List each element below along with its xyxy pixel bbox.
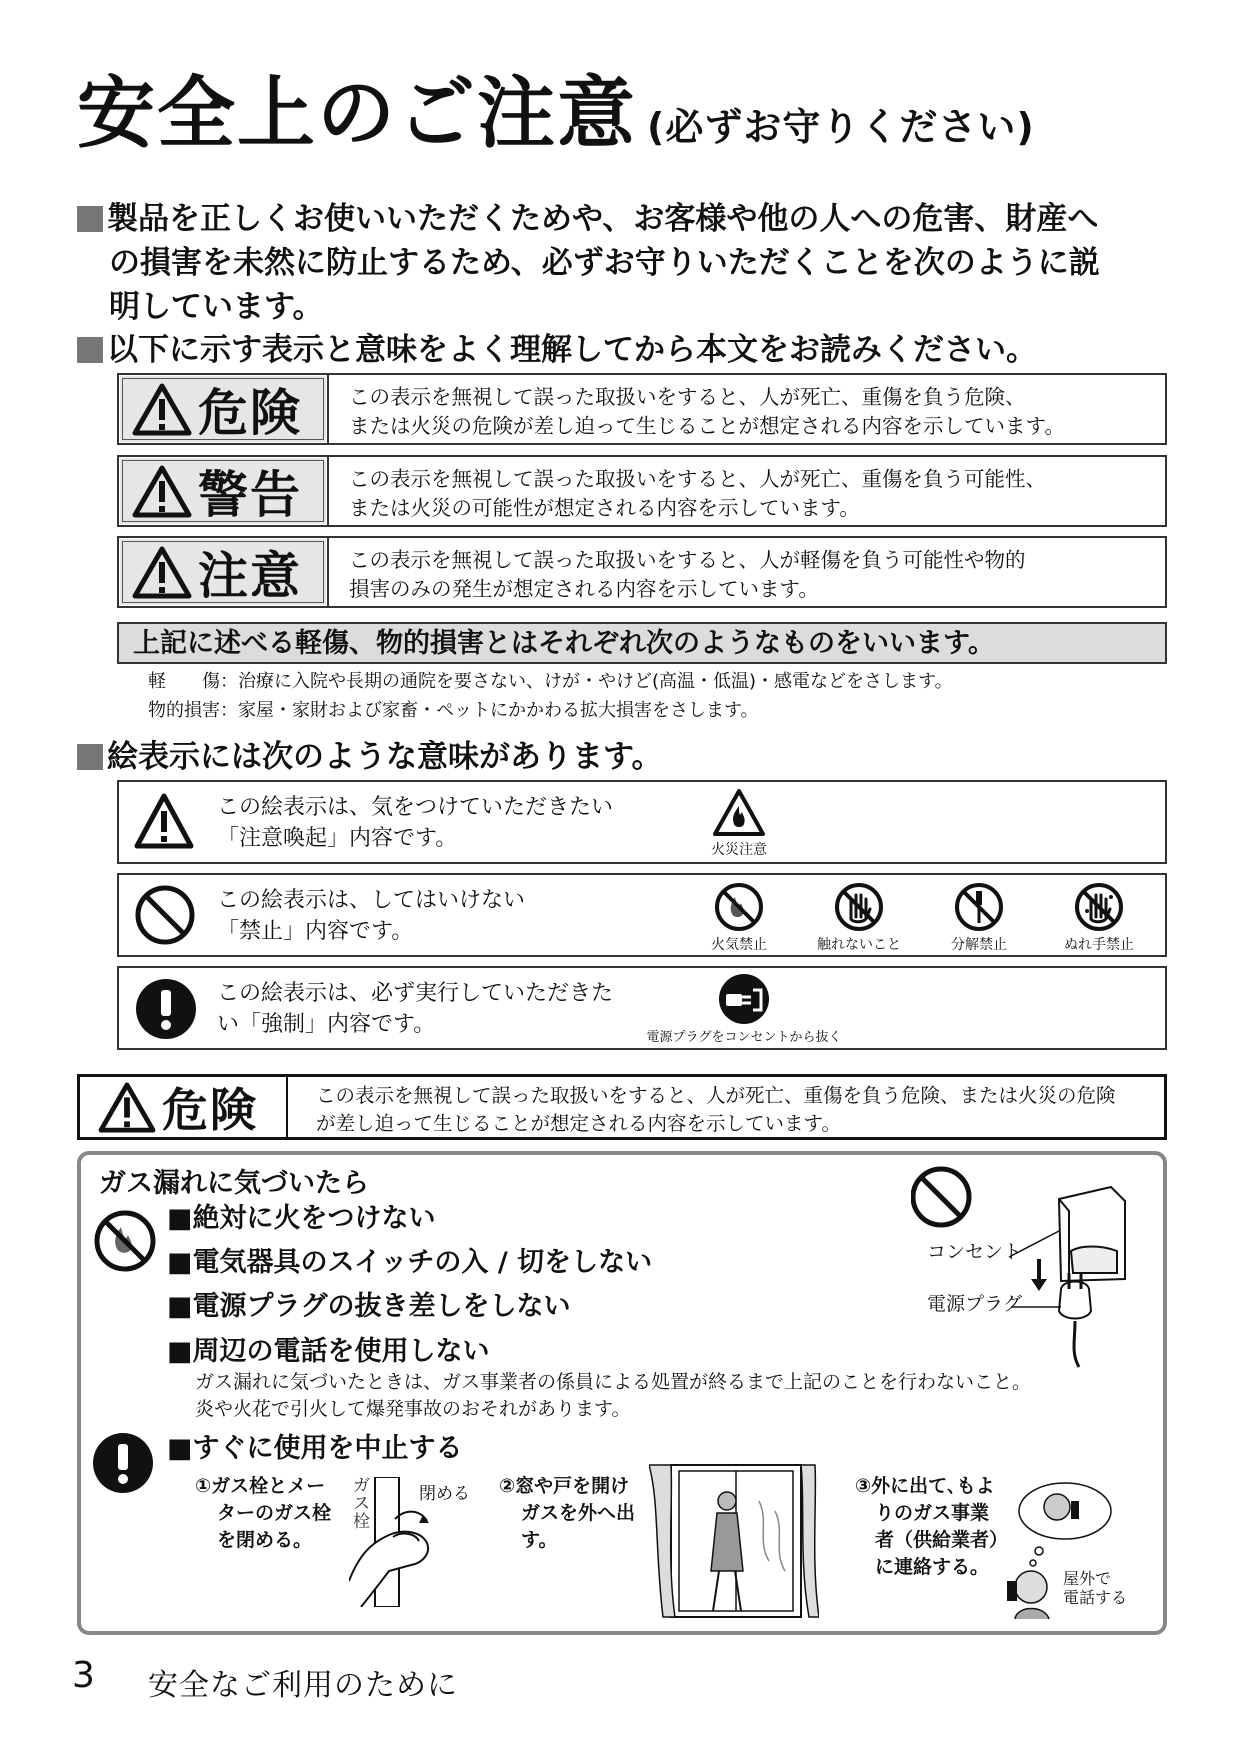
pictogram-prohibit-text: この絵表示は、してはいけない 「禁止」内容です。 (217, 888, 526, 944)
square-bullet-icon (77, 206, 103, 232)
signal-danger-text: この表示を無視して誤った取扱いをすると、人が死亡、重傷を負う危険、 または火災の危険が差し迫って生じることが想定される内容を示しています。 (327, 375, 1165, 443)
gas-action-4: ■周辺の電話を使用しない (167, 1336, 490, 1367)
definition-minor-injury: 軽 傷：治療に入院や長期の通院を要さない、けが・やけど(高温・低温)・感電などをさします。 (148, 671, 953, 692)
definitions-list (148, 667, 953, 725)
intro-line-3: 明しています。 (109, 289, 324, 325)
intro-line-1: 製品を正しくお使いいただくためや、お客様や他の人への危害、財産へ (107, 201, 1099, 237)
definition-property-damage: 物的損害：家屋・家財および家畜・ペットにかかわる拡大損害をさします。 (148, 700, 759, 721)
signal-warning-label: 警告 (119, 457, 327, 525)
gas-action-2: ■電気器具のスイッチの入 / 切をしない (167, 1247, 653, 1278)
outlet-label: コンセント (927, 1241, 1023, 1263)
no-fire-icon (93, 1209, 157, 1273)
danger-notice (77, 1074, 1167, 1140)
step-1-text: ①ガス栓とメー ターのガス栓 を閉める。 (195, 1475, 332, 1551)
intro-line-2: の損害を未然に防止するため、必ずお守りいただくことを次のように説 (109, 245, 1100, 281)
pictogram-caution-row (117, 780, 1167, 864)
outside-call-label: 屋外で 電話する (1063, 1569, 1128, 1607)
warning-triangle-icon (132, 382, 192, 436)
pictogram-mandatory-text: この絵表示は、必ず実行していただきた い「強制」内容です。 (217, 981, 614, 1037)
danger-notice-text: この表示を無視して誤った取扱いをすると、人が死亡、重傷を負う危険、または火災の危険 が差し迫って生じることが想定される内容を示しています。 (286, 1077, 1164, 1137)
signal-danger-row (117, 373, 1167, 445)
gas-leak-title: ガス漏れに気づいたら (99, 1168, 369, 1199)
warning-triangle-icon (132, 464, 192, 518)
page-title-sub: (必ずお守りください) (647, 105, 1035, 149)
no-disassembly-icon (953, 881, 1005, 933)
pictogram-prohibit-row (117, 873, 1167, 957)
gas-leak-panel (77, 1151, 1167, 1635)
stop-action: ■すぐに使用を中止する (167, 1433, 463, 1464)
signal-section-heading: 以下に示す表示と意味をよく理解してから本文をお読みください。 (77, 328, 1037, 372)
warning-triangle-icon (134, 791, 194, 851)
danger-notice-label: 危険 (80, 1077, 286, 1137)
signal-caution-text: この表示を無視して誤った取扱いをすると、人が軽傷を負う可能性や物的 損害のみの発生が想定される内容を示しています。 (327, 538, 1165, 606)
prohibition-icon (134, 884, 196, 946)
page-title-main: 安全上のご注意 (77, 69, 638, 159)
signal-danger-label: 危険 (119, 375, 327, 443)
mandatory-exclamation-icon (134, 977, 198, 1041)
pictogram-section-heading: 絵表示には次のような意味があります。 (77, 735, 663, 779)
outlet-plug-illustration (911, 1161, 1151, 1371)
example-fire-caution: 火災注意 (699, 788, 779, 858)
signal-caution-label: 注意 (119, 538, 327, 606)
signal-caution-row (117, 536, 1167, 608)
example-no-fire: 火気禁止 (699, 881, 779, 953)
footer-section-title: 安全なご利用のために (148, 1668, 458, 1703)
open-window-illustration (649, 1461, 819, 1621)
gas-action-3: ■電源プラグの抜き差しをしない (167, 1291, 571, 1322)
square-bullet-icon (77, 337, 103, 363)
warning-triangle-icon (98, 1081, 156, 1133)
gas-valve-label: ガ ス 栓 (353, 1476, 370, 1532)
intro-section (77, 197, 1167, 329)
page-number: 3 (72, 1655, 95, 1696)
pictogram-caution-text: この絵表示は、気をつけていただきたい 「注意喚起」内容です。 (217, 795, 614, 851)
square-bullet-icon (77, 744, 103, 770)
plug-label: 電源プラグ (927, 1293, 1023, 1315)
pictogram-mandatory-row (117, 966, 1167, 1050)
warning-triangle-icon (132, 545, 192, 599)
definitions-heading: 上記に述べる軽傷、物的損害とはそれぞれ次のようなものをいいます。 (117, 622, 1167, 664)
gas-action-1: ■絶対に火をつけない (167, 1203, 436, 1234)
step-3-text: ③外に出て､もよ りのガス事業 者（供給業者） に連絡する。 (855, 1475, 1009, 1578)
page-title (77, 69, 1035, 159)
example-no-wet-hands: ぬれ手禁止 (1044, 881, 1154, 953)
gas-note: ガス漏れに気づいたときは、ガス事業者の係員による処置が終るまで上記のことを行わないこと。 炎や火花で引火して爆発事故のおそれがあります。 (195, 1371, 1032, 1420)
signal-warning-row (117, 455, 1167, 527)
mandatory-exclamation-icon (91, 1431, 155, 1495)
unplug-icon (717, 972, 771, 1026)
no-wet-hands-icon (1073, 881, 1125, 933)
example-unplug: 電源プラグをコンセントから抜く (644, 972, 844, 1046)
signal-warning-text: この表示を無視して誤った取扱いをすると、人が死亡、重傷を負う可能性、 または火災の可能性が想定される内容を示しています。 (327, 457, 1165, 525)
no-touch-hand-icon (833, 881, 885, 933)
close-label: 閉める (419, 1484, 470, 1504)
example-no-touch: 触れないこと (799, 881, 919, 953)
example-no-disassembly: 分解禁止 (934, 881, 1024, 953)
step-2-text: ②窓や戸を開け ガスを外へ出 す。 (499, 1475, 636, 1551)
no-fire-icon (713, 881, 765, 933)
fire-caution-icon (712, 788, 766, 838)
